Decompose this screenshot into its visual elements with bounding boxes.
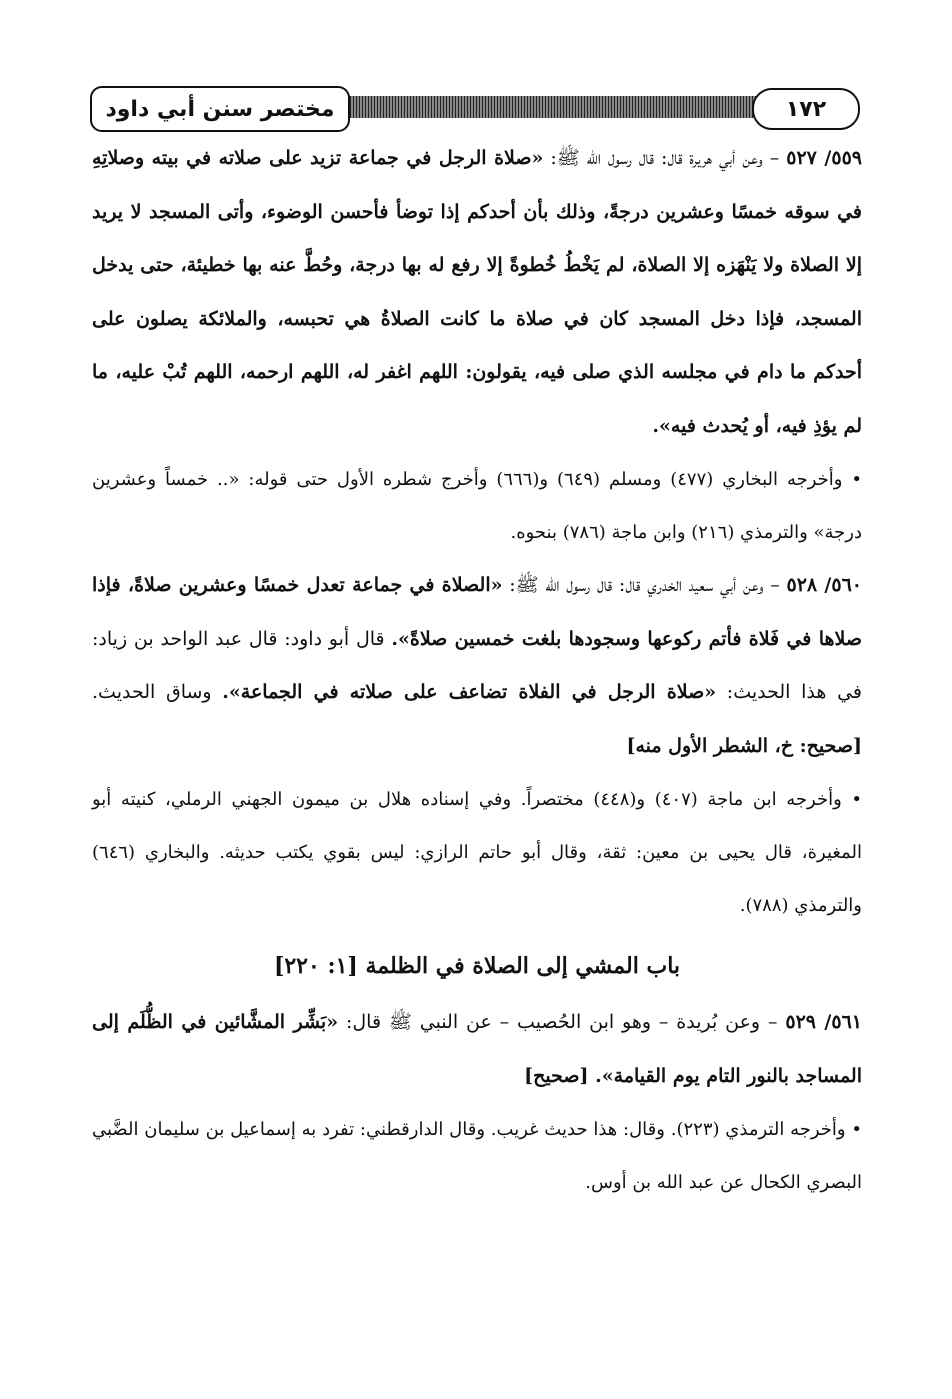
chapter-heading: باب المشي إلى الصلاة في الظلمة [١: ٢٢٠] [273, 953, 681, 979]
hadith-end: وساق الحديث. [92, 681, 223, 703]
hadith-grade: [صحيح: خ، الشطر الأول منه] [626, 734, 862, 757]
hadith-561 [92, 996, 862, 1103]
note-text: • وأخرجه الترمذي (٢٢٣). وقال: هذا حديث غريب. وقال الدارقطني: تفرد به إسماعيل بن سليمان الضَّبي البصري الكحال عن عبد الله بن أوس. [92, 1119, 862, 1193]
hadith-text: «بَشِّر المشَّائين في الظُّلَم إلى المساجد بالنور التام يوم القيامة». [92, 1011, 862, 1087]
page-header [90, 86, 860, 132]
takhrij-note-560 [92, 773, 862, 932]
hadith-number: ٥٦٠/ ٥٢٨ [786, 574, 862, 596]
hadith-intro: – وعن أبي هريرة قال: قال رسول الله ﷺ: [543, 147, 787, 169]
book-title-text: مختصر سنن أبي داود [105, 96, 335, 122]
note-bold-quote: «.. خمساً وعشرين درجة» [92, 469, 862, 543]
takhrij-note-561 [92, 1103, 862, 1209]
hadith-560 [92, 559, 862, 773]
hadith-text: «صلاة الرجل في جماعة تزيد على صلاته في بيته وصلاتِهِ في سوقه خمسًا وعشرين درجةً، وذلك بأن أحدكم إذا توضأ فأحسن الوضوء، وأتى المسجد لا يريد إلا الصلاة ولا يَنْهَزه إلا الصلاة، لم يَخْطُ خُطوةً إلا رفع له بها درجة، وحُطَّ عنه بها خطيئة، حتى يدخل المسجد، فإذا دخل المسجد كان في صلاة ما كانت الصلاةُ هي تحبسه، والملائكة يصلون على أحدكم ما دام في مجلسه الذي صلى فيه، يقولون: اللهم اغفر له، اللهم ارحمه، اللهم تُبْ عليه، ما لم يؤذِ فيه، أو يُحدث فيه». [92, 147, 862, 437]
header-decorative-bar [338, 96, 765, 118]
note-text: • وأخرجه ابن ماجة (٤٠٧) و(٤٤٨) مختصراً. وفي إسناده هلال بن ميمون الجهني الرملي، كنيته أبو المغيرة، قال يحيى بن معين: ثقة، وقال أبو حاتم الرازي: ليس بقوي يكتب حديثه. والبخاري (٦٤٦) والترمذي (٧٨٨). [92, 789, 863, 916]
note-text: • وأخرجه البخاري (٤٧٧) ومسلم (٦٤٩) و(٦٦٦) وأخرج شطره الأول حتى قوله: [239, 469, 863, 490]
takhrij-note-559 [92, 453, 862, 559]
hadith-intro: – وعن أبي سعيد الخدري قال: قال رسول الله ﷺ: [502, 574, 787, 596]
hadith-intro: – وعن بُريدة – وهو ابن الحُصيب – عن النبي ﷺ قال: [338, 1011, 786, 1033]
hadith-quote: «صلاة الرجل في الفلاة تضاعف على صلاته في الجماعة». [222, 681, 717, 703]
hadith-commentary: قال أبو داود: قال عبد الواحد بن زياد: في هذا الحديث: [92, 627, 862, 703]
book-title [90, 86, 350, 132]
hadith-number: ٥٥٩/ ٥٢٧ [786, 147, 862, 169]
hadith-559 [92, 132, 862, 453]
hadith-text: «الصلاة في جماعة تعدل خمسًا وعشرين صلاةً، فإذا صلاها في فَلاة فأتم ركوعها وسجودها بلغت خمسين صلاةً». [92, 574, 862, 650]
hadith-number: ٥٦١/ ٥٢٩ [785, 1011, 862, 1033]
note-text-end: والترمذي (٢١٦) وابن ماجة (٧٨٦) بنحوه. [510, 522, 814, 543]
page-number [752, 88, 860, 130]
page-number-text: ١٧٢ [785, 96, 827, 122]
hadith-grade: [صحيح] [524, 1064, 596, 1087]
page-content [92, 132, 862, 1209]
